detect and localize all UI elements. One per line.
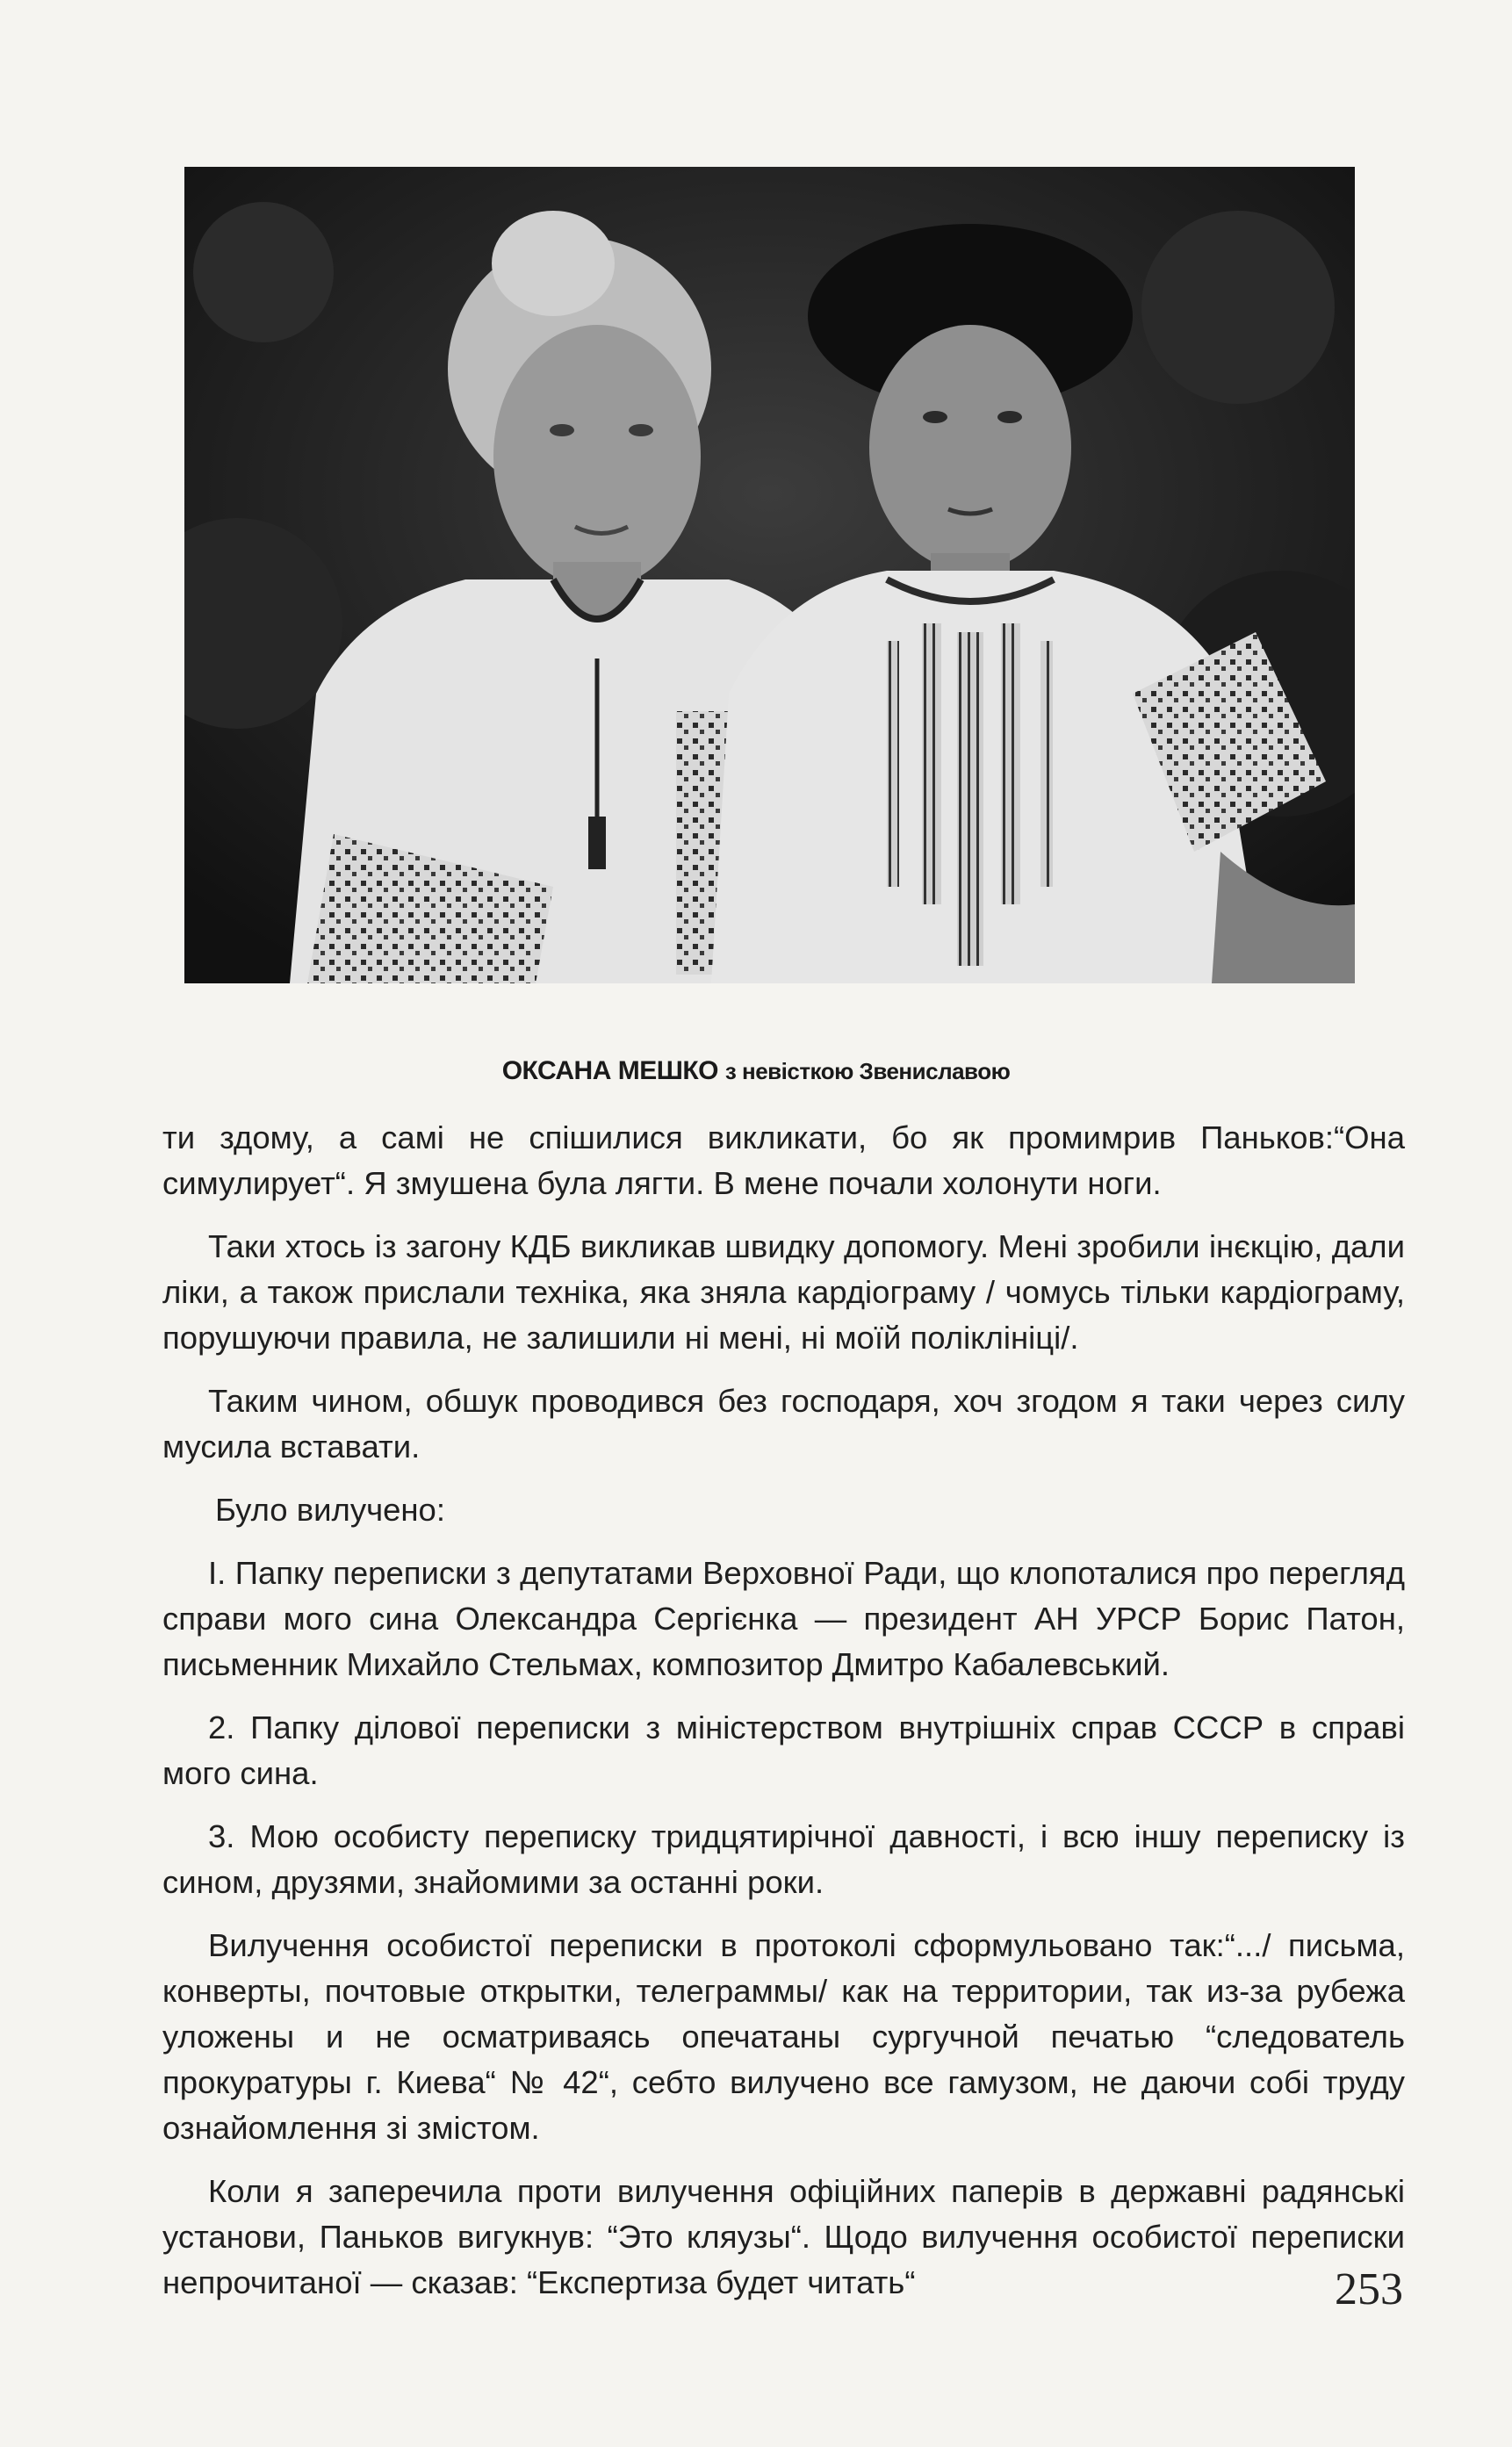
paragraph: Таким чином, обшук проводився без господаря, хоч згодом я таки через силу мусила вставати.: [162, 1383, 1405, 1465]
paragraph: Таки хтось із загону КДБ викликав швидку допомогу. Мені зробили інєкцію, дали ліки, а також прислали техніка, яка зняла кардіограму / чомусь тільки кардіограму, порушуючи правила, не залишили ні мені, ні моїй поліклініці/.: [162, 1228, 1405, 1356]
paragraph: І. Папку переписки з депутатами Верховної Ради, що клопоталися про перегляд справи мого сина Олександра Сергієнка — президент АН УРСР Борис Патон, письменник Михайло Стельмах, композитор Дмитро Кабалевський.: [162, 1555, 1405, 1682]
paragraph: Було вилучено:: [215, 1492, 445, 1528]
page-number: 253: [1335, 2264, 1403, 2314]
paragraph: 3. Мою особисту переписку тридцятирічної давності, і всю іншу переписку із сином, друзями, знайомими за останні роки.: [162, 1818, 1405, 1900]
paragraph: 2. Папку ділової переписки з міністерством внутрішніх справ СССР в справі мого сина.: [162, 1709, 1405, 1791]
paragraph: ти здому, а самі не спішилися викликати, бо як промимрив Паньков:“Она симулирует“. Я змушена була лягти. В мене почали холонути ноги.: [162, 1119, 1405, 1201]
photograph: [184, 167, 1355, 983]
paragraph: Вилучення особистої переписки в протоколі сформульовано так:“.../ письма, конверты, почтовые открытки, телеграммы/ как на территории, так из-за рубежа уложены и не осматриваясь опечатаны сургучной печатью “следователь прокуратуры г. Киева“ № 42“, себто вилучено все гамузом, не даючи собі труду ознайомлення зі змістом.: [162, 1927, 1405, 2146]
paragraph: Коли я заперечила проти вилучення офіційних паперів в державні радянські установи, Паньков вигукнув: “Это кляузы“. Щодо вилучення особистої переписки непрочитаної — сказав: “Експертиза будет читать“: [162, 2173, 1405, 2300]
body-text: [162, 1115, 1405, 2323]
photo-illustration: [184, 167, 1355, 983]
caption-names: ОКСАНА МЕШКО: [501, 1056, 718, 1085]
caption-rest: з невісткою Звениславою: [724, 1058, 1011, 1084]
photo-caption: [0, 1056, 1512, 1086]
